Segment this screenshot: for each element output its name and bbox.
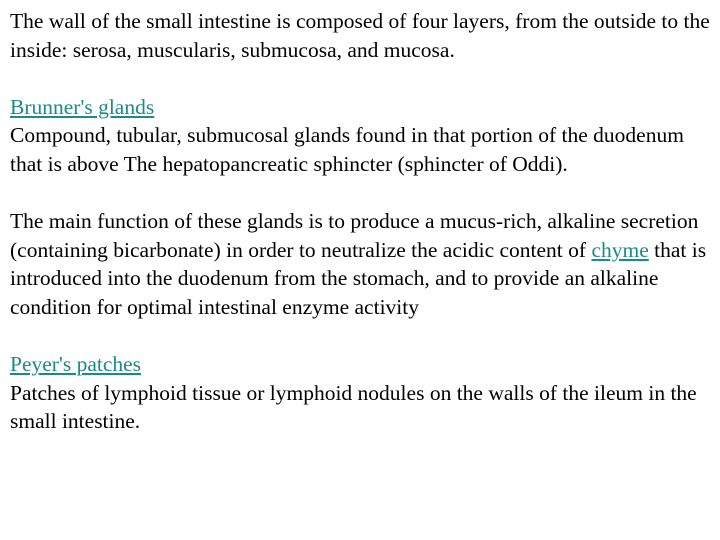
brunners-function-text-end: that is introduced into the duodenum from the stomach, and to provide an alkaline condition for optimal intestinal enzyme activity xyxy=(10,237,707,319)
intro-paragraph xyxy=(10,7,712,64)
peyers-section xyxy=(10,350,712,436)
brunners-function-text-start: The main function of these glands is to produce a mucus-rich, alkaline secretion (containing bicarbonate) in order to neutralize the acidic content of xyxy=(10,209,699,262)
brunners-function-paragraph xyxy=(10,207,712,321)
brunners-section xyxy=(10,93,712,179)
brunners-glands-link[interactable]: Brunner's glands xyxy=(10,94,155,119)
brunners-definition: Compound, tubular, submucosal glands found in that portion of the duodenum that is above The hepatopancreatic sphincter (sphincter of Oddi). xyxy=(10,123,684,176)
intro-text: The wall of the small intestine is composed of four layers, from the outside to the inside: serosa, muscularis, submucosa, and mucosa. xyxy=(10,9,710,62)
peyers-definition: Patches of lymphoid tissue or lymphoid nodules on the walls of the ileum in the small intestine. xyxy=(10,380,697,434)
peyers-patches-link[interactable]: Peyer's patches xyxy=(10,352,142,377)
chyme-link[interactable]: chyme xyxy=(591,237,649,262)
